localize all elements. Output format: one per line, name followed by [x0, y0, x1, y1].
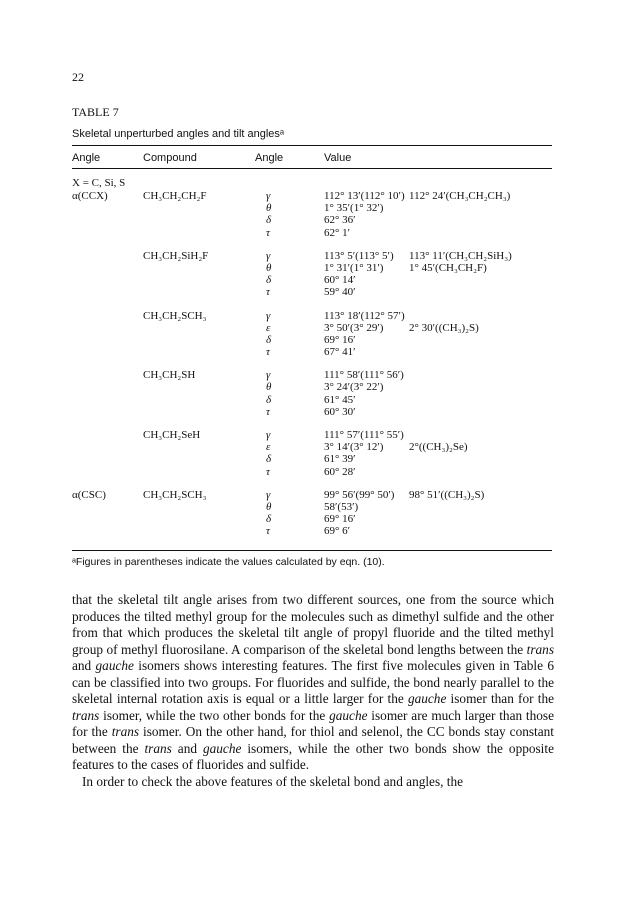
italic-term: gauche [95, 658, 134, 673]
header-angle: Angle [72, 152, 101, 164]
table-prefix-row [72, 177, 552, 189]
header-compound: Compound [143, 152, 197, 164]
cell-reference-value: 98° 51′((CH₃)₂S) [409, 488, 485, 501]
cell-value: 113° 5′(113° 5′) [324, 249, 394, 262]
header-angle-symbol: Angle [255, 152, 284, 164]
text-run: isomer are much larger than those for the [72, 707, 554, 739]
cell-angle: α(CCX) [72, 190, 108, 202]
cell-angle-symbol: θ [266, 261, 272, 274]
cell-angle-symbol: τ [266, 525, 270, 538]
cell-reference-value: 2°((CH₃)₂Se) [409, 441, 468, 454]
cell-value: 62° 36′ [324, 214, 356, 227]
text-run: isomer, while the two other bonds for the [99, 707, 330, 723]
cell-value: 112° 13′(112° 10′) [324, 190, 405, 202]
table-row [72, 501, 552, 513]
cell-reference-value: 113° 11′(CH₃CH₂SiH₃) [409, 249, 512, 262]
table-row [72, 214, 552, 226]
cell-value: 61° 45′ [324, 393, 356, 406]
table-row [72, 334, 552, 346]
table-row [72, 525, 552, 537]
table-caption: Skeletal unperturbed angles and tilt anglesᵃ [72, 128, 285, 140]
cell-angle-symbol: γ [266, 249, 271, 262]
table-row [72, 227, 552, 239]
cell-compound: CH₃CH₂SH [143, 369, 196, 382]
text-run: and [72, 658, 96, 673]
cell-angle-symbol: γ [266, 190, 271, 202]
table-row [72, 250, 552, 262]
cell-value: 60° 30′ [324, 405, 356, 418]
cell-value: 113° 18′(112° 57′) [324, 309, 405, 322]
cell-reference-value: 2° 30′((CH₃)₂S) [409, 321, 479, 334]
text-run: isomers, while the other two bonds show the opposite features to the cases of fluorides and sulfide. [72, 740, 554, 772]
cell-value: 3° 50′(3° 29′) [324, 321, 384, 334]
cell-angle-symbol: δ [266, 453, 272, 466]
cell-angle-symbol: τ [266, 226, 270, 239]
table-footnote: ᵃFigures in parentheses indicate the values calculated by eqn. (10). [72, 556, 385, 568]
cell-angle-symbol: τ [266, 405, 270, 418]
cell-compound: CH₃CH₂CH₂F [143, 190, 207, 202]
italic-term: gauche [202, 740, 242, 756]
cell-value: 111° 57′(111° 55′) [324, 429, 404, 441]
table-row [72, 394, 552, 406]
paragraph-1 [72, 592, 554, 774]
cell-value: 1° 31′(1° 31′) [324, 261, 384, 274]
text-run: isomer than for the [446, 691, 554, 706]
cell-value: 3° 14′(3° 12′) [324, 441, 384, 454]
cell-value: 58′(53′) [324, 500, 359, 513]
cell-angle: α(CSC) [72, 488, 106, 501]
table-row [72, 369, 552, 381]
text-run: and [171, 740, 203, 756]
table-row [72, 286, 552, 298]
cell-angle-symbol: γ [266, 369, 271, 382]
cell-value: 69° 6′ [324, 525, 351, 538]
table-label: TABLE 7 [72, 105, 119, 119]
table-row [72, 262, 552, 274]
italic-term: gauche [407, 691, 447, 706]
body-text [72, 592, 554, 790]
cell-angle-symbol: δ [266, 393, 272, 406]
table-row [72, 310, 552, 322]
text-run: that the skeletal tilt angle arises from two different sources, one from the source which produces the tilted methyl group for the molecules such as dimethyl sulfide and the other from that which produces the skeletal tilt angle of propyl fluoride and the tilted methyl group of methyl fluorosilane. A comparison of the skeletal bond lengths between the [72, 592, 554, 657]
table-bottom-rule [72, 550, 552, 551]
cell-value: 60° 28′ [324, 465, 356, 478]
cell-angle-symbol: δ [266, 333, 272, 346]
table-row [72, 513, 552, 525]
cell-value: 60° 14′ [324, 274, 356, 287]
cell-angle-symbol: δ [266, 513, 272, 526]
page-number: 22 [72, 70, 84, 84]
table-body [72, 177, 552, 538]
cell-reference-value: 112° 24′(CH₃CH₂CH₃) [409, 190, 511, 202]
table-row [72, 381, 552, 393]
cell-angle-symbol: δ [266, 274, 272, 287]
table-row [72, 441, 552, 453]
cell-compound: CH₃CH₂SCH₃ [143, 309, 207, 322]
cell-angle-symbol: ε [266, 321, 271, 334]
table-row [72, 406, 552, 418]
italic-term: trans [526, 641, 554, 657]
cell-angle-symbol: γ [266, 429, 271, 441]
cell-compound: CH₃CH₂SCH₃ [143, 488, 207, 501]
cell-value: 3° 24′(3° 22′) [324, 381, 384, 394]
text-run: isomers shows interesting features. The first five molecules given in Table 6 can be classified into two groups. For fluorides and sulfide, the bond nearly parallel to the skeletal internal rotation axis is equal or a little larger for the [72, 658, 554, 706]
header-value: Value [324, 152, 352, 164]
paragraph-2: In order to check the above features of the skeletal bond and angles, the [82, 773, 464, 789]
cell-angle-symbol: θ [266, 500, 272, 513]
table-row [72, 346, 552, 358]
table-row [72, 429, 552, 441]
cell-value: 61° 39′ [324, 453, 356, 466]
cell-value: 69° 16′ [324, 513, 356, 526]
table-row [72, 489, 552, 501]
cell-angle-symbol: ε [266, 441, 271, 454]
cell-compound: CH₃CH₂SeH [143, 429, 201, 441]
table-row [72, 466, 552, 478]
cell-angle-symbol: γ [266, 309, 271, 322]
cell-angle-symbol: δ [266, 214, 272, 227]
table-row [72, 453, 552, 465]
cell-value: 1° 35′(1° 32′) [324, 202, 384, 215]
italic-term: trans [144, 740, 172, 756]
cell-angle-symbol: θ [266, 202, 272, 215]
table-row [72, 190, 552, 202]
cell-value: 59° 40′ [324, 286, 356, 299]
table-header-rule [72, 168, 552, 169]
prefix-label: X = C, Si, S [72, 177, 126, 189]
cell-value: 62° 1′ [324, 226, 351, 239]
italic-term: trans [72, 707, 100, 723]
table-row [72, 322, 552, 334]
cell-compound: CH₃CH₂SiH₂F [143, 249, 209, 262]
cell-reference-value: 1° 45′(CH₃CH₂F) [409, 261, 487, 274]
cell-angle-symbol: τ [266, 346, 270, 359]
cell-angle-symbol: τ [266, 465, 270, 478]
cell-angle-symbol: τ [266, 286, 270, 299]
table-row [72, 202, 552, 214]
cell-value: 99° 56′(99° 50′) [324, 488, 395, 501]
cell-angle-symbol: θ [266, 381, 272, 394]
cell-value: 69° 16′ [324, 333, 356, 346]
italic-term: trans [111, 724, 140, 739]
table-top-rule [72, 145, 552, 146]
cell-value: 111° 58′(111° 56′) [324, 369, 404, 382]
cell-value: 67° 41′ [324, 346, 356, 359]
text-run: isomer. On the other hand, for thiol and selenol, the CC bonds stay constant between the [72, 724, 554, 756]
cell-angle-symbol: γ [266, 488, 271, 501]
italic-term: gauche [329, 707, 368, 723]
table-row [72, 274, 552, 286]
